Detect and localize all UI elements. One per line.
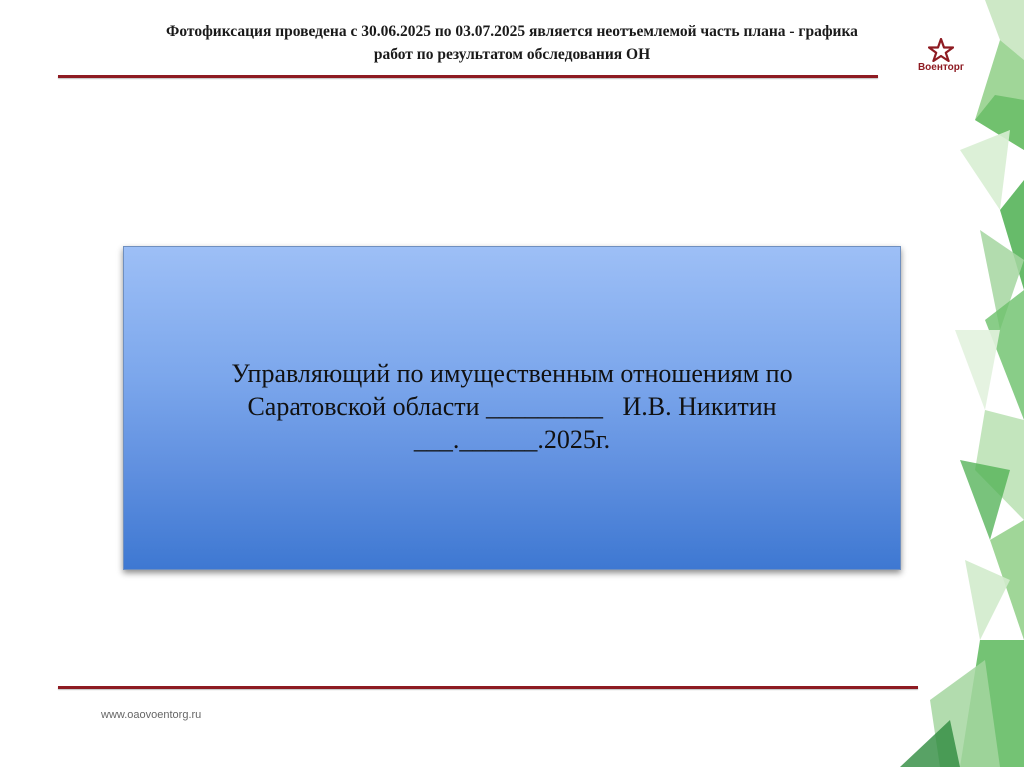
logo-text: Военторг: [917, 62, 965, 73]
signature-line-1: Управляющий по имущественным отношениям по: [231, 359, 793, 388]
signature-line-2: Саратовской области _________ И.В. Никитин: [247, 392, 777, 421]
footer-divider: [58, 686, 918, 689]
page-title: [40, 20, 984, 66]
header-divider: [58, 75, 878, 78]
star-icon: [928, 38, 954, 62]
voentorg-logo: [908, 38, 974, 84]
website-link[interactable]: www.oaovoentorg.ru: [101, 709, 202, 721]
signature-box: [123, 246, 901, 570]
page-title-line-2: работ по результатом обследования ОН: [373, 46, 651, 63]
page-title-line-1: Фотофиксация проведена с 30.06.2025 по 03.07.2025 является неотъемлемой часть плана - графика: [166, 23, 858, 40]
signature-line-3: ___.______.2025г.: [413, 425, 611, 454]
signature-text: [124, 357, 900, 456]
